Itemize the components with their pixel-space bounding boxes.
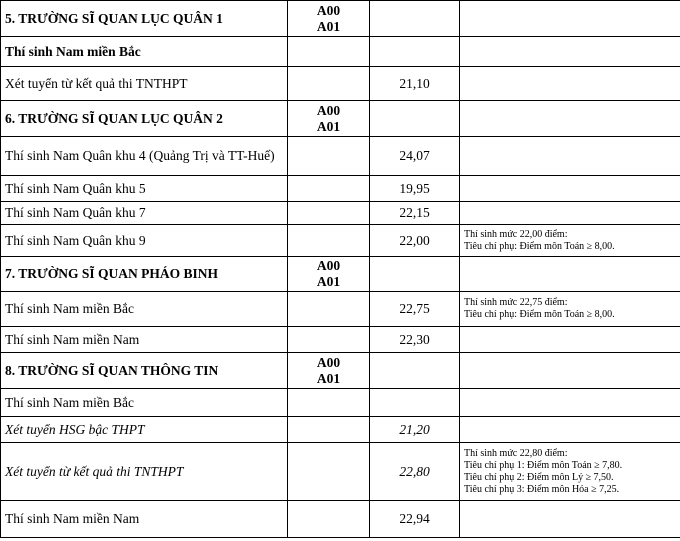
subject-combination (288, 1, 370, 37)
candidate-group: Xét tuyển HSG bậc THPT (1, 417, 288, 443)
candidate-group: Thí sinh Nam Quân khu 7 (1, 202, 288, 225)
subject-combination (288, 389, 370, 417)
subject-combination (288, 176, 370, 202)
admission-score: 22,30 (370, 327, 460, 353)
school-name: 7. TRƯỜNG SĨ QUAN PHÁO BINH (1, 257, 288, 292)
combo-code: A01 (316, 274, 341, 289)
note-line: Tiêu chí phụ 1: Điểm môn Toán ≥ 7,80. (464, 459, 623, 471)
tiebreak-note (460, 353, 680, 389)
subject-combination (288, 443, 370, 501)
table-body (1, 1, 680, 538)
table-row (1, 202, 680, 225)
table-row (1, 67, 680, 101)
admission-score (370, 257, 460, 292)
subject-combination (288, 292, 370, 327)
tiebreak-note (460, 1, 680, 37)
tiebreak-note (460, 443, 680, 501)
school-header-row (1, 101, 680, 137)
admission-score: 22,00 (370, 225, 460, 257)
candidate-group: Xét tuyển từ kết quả thi TNTHPT (1, 443, 288, 501)
admission-score: 21,20 (370, 417, 460, 443)
tiebreak-note (460, 37, 680, 67)
candidate-group: Thí sinh Nam Quân khu 9 (1, 225, 288, 257)
admission-score: 22,75 (370, 292, 460, 327)
school-name: 5. TRƯỜNG SĨ QUAN LỤC QUÂN 1 (1, 1, 288, 37)
school-header-row (1, 257, 680, 292)
tiebreak-note (460, 101, 680, 137)
tiebreak-note (460, 417, 680, 443)
admission-score: 22,94 (370, 501, 460, 538)
note-line: Thí sinh mức 22,80 điểm: (464, 447, 568, 459)
admission-score: 22,80 (370, 443, 460, 501)
note-line: Tiêu chí phụ: Điểm môn Toán ≥ 8,00. (464, 240, 615, 252)
candidate-group: Xét tuyển từ kết quả thi TNTHPT (1, 67, 288, 101)
tiebreak-note (460, 202, 680, 225)
admission-score: 19,95 (370, 176, 460, 202)
table-row (1, 37, 680, 67)
admission-score: 21,10 (370, 67, 460, 101)
school-name: 6. TRƯỜNG SĨ QUAN LỤC QUÂN 2 (1, 101, 288, 137)
admission-score (370, 353, 460, 389)
admission-score (370, 101, 460, 137)
admission-score: 22,15 (370, 202, 460, 225)
combo-code: A00 (316, 258, 341, 273)
table-row (1, 501, 680, 538)
subject-combination (288, 417, 370, 443)
tiebreak-note (460, 292, 680, 327)
admission-score: 24,07 (370, 137, 460, 176)
subject-combination (288, 137, 370, 176)
admission-score (370, 37, 460, 67)
note-line: Tiêu chí phụ 3: Điểm môn Hóa ≥ 7,25. (464, 483, 620, 495)
combo-code: A01 (316, 370, 341, 386)
tiebreak-note (460, 137, 680, 176)
combo-code: A01 (316, 18, 341, 34)
candidate-group: Thí sinh Nam Quân khu 5 (1, 176, 288, 202)
tiebreak-note (460, 176, 680, 202)
school-header-row (1, 1, 680, 37)
table-row (1, 292, 680, 327)
table-row (1, 225, 680, 257)
subject-combination (288, 353, 370, 389)
tiebreak-note (460, 389, 680, 417)
combo-code: A01 (316, 118, 341, 134)
table-row (1, 176, 680, 202)
note-line: Tiêu chí phụ 2: Điểm môn Lý ≥ 7,50. (464, 471, 614, 483)
subject-combination (288, 225, 370, 257)
admission-score (370, 389, 460, 417)
tiebreak-note (460, 257, 680, 292)
table-row (1, 389, 680, 417)
candidate-group: Thí sinh Nam miền Nam (1, 327, 288, 353)
candidate-group: Thí sinh Nam Quân khu 4 (Quảng Trị và TT-Huế) (1, 137, 288, 176)
school-name: 8. TRƯỜNG SĨ QUAN THÔNG TIN (1, 353, 288, 389)
candidate-group: Thí sinh Nam miền Bắc (1, 389, 288, 417)
candidate-group: Thí sinh Nam miền Bắc (1, 292, 288, 327)
candidate-group: Thí sinh Nam miền Nam (1, 501, 288, 538)
subject-combination (288, 37, 370, 67)
combo-code: A00 (316, 2, 341, 18)
subject-combination (288, 501, 370, 538)
subject-combination (288, 327, 370, 353)
subject-combination (288, 101, 370, 137)
note-line: Tiêu chí phụ: Điểm môn Toán ≥ 8,00. (464, 309, 615, 320)
table-row (1, 443, 680, 501)
subject-combination (288, 202, 370, 225)
tiebreak-note (460, 327, 680, 353)
combo-code: A00 (316, 102, 341, 118)
tiebreak-note (460, 225, 680, 257)
tiebreak-note (460, 67, 680, 101)
admission-score (370, 1, 460, 37)
tiebreak-note (460, 501, 680, 538)
school-header-row (1, 353, 680, 389)
note-line: Thí sinh mức 22,75 điểm: (464, 297, 568, 308)
subject-combination (288, 67, 370, 101)
table-row (1, 417, 680, 443)
note-line: Thí sinh mức 22,00 điểm: (464, 228, 568, 240)
subject-combination (288, 257, 370, 292)
table-row (1, 327, 680, 353)
combo-code: A00 (316, 354, 341, 370)
table-row (1, 137, 680, 176)
candidate-group: Thí sinh Nam miền Bắc (1, 37, 288, 67)
